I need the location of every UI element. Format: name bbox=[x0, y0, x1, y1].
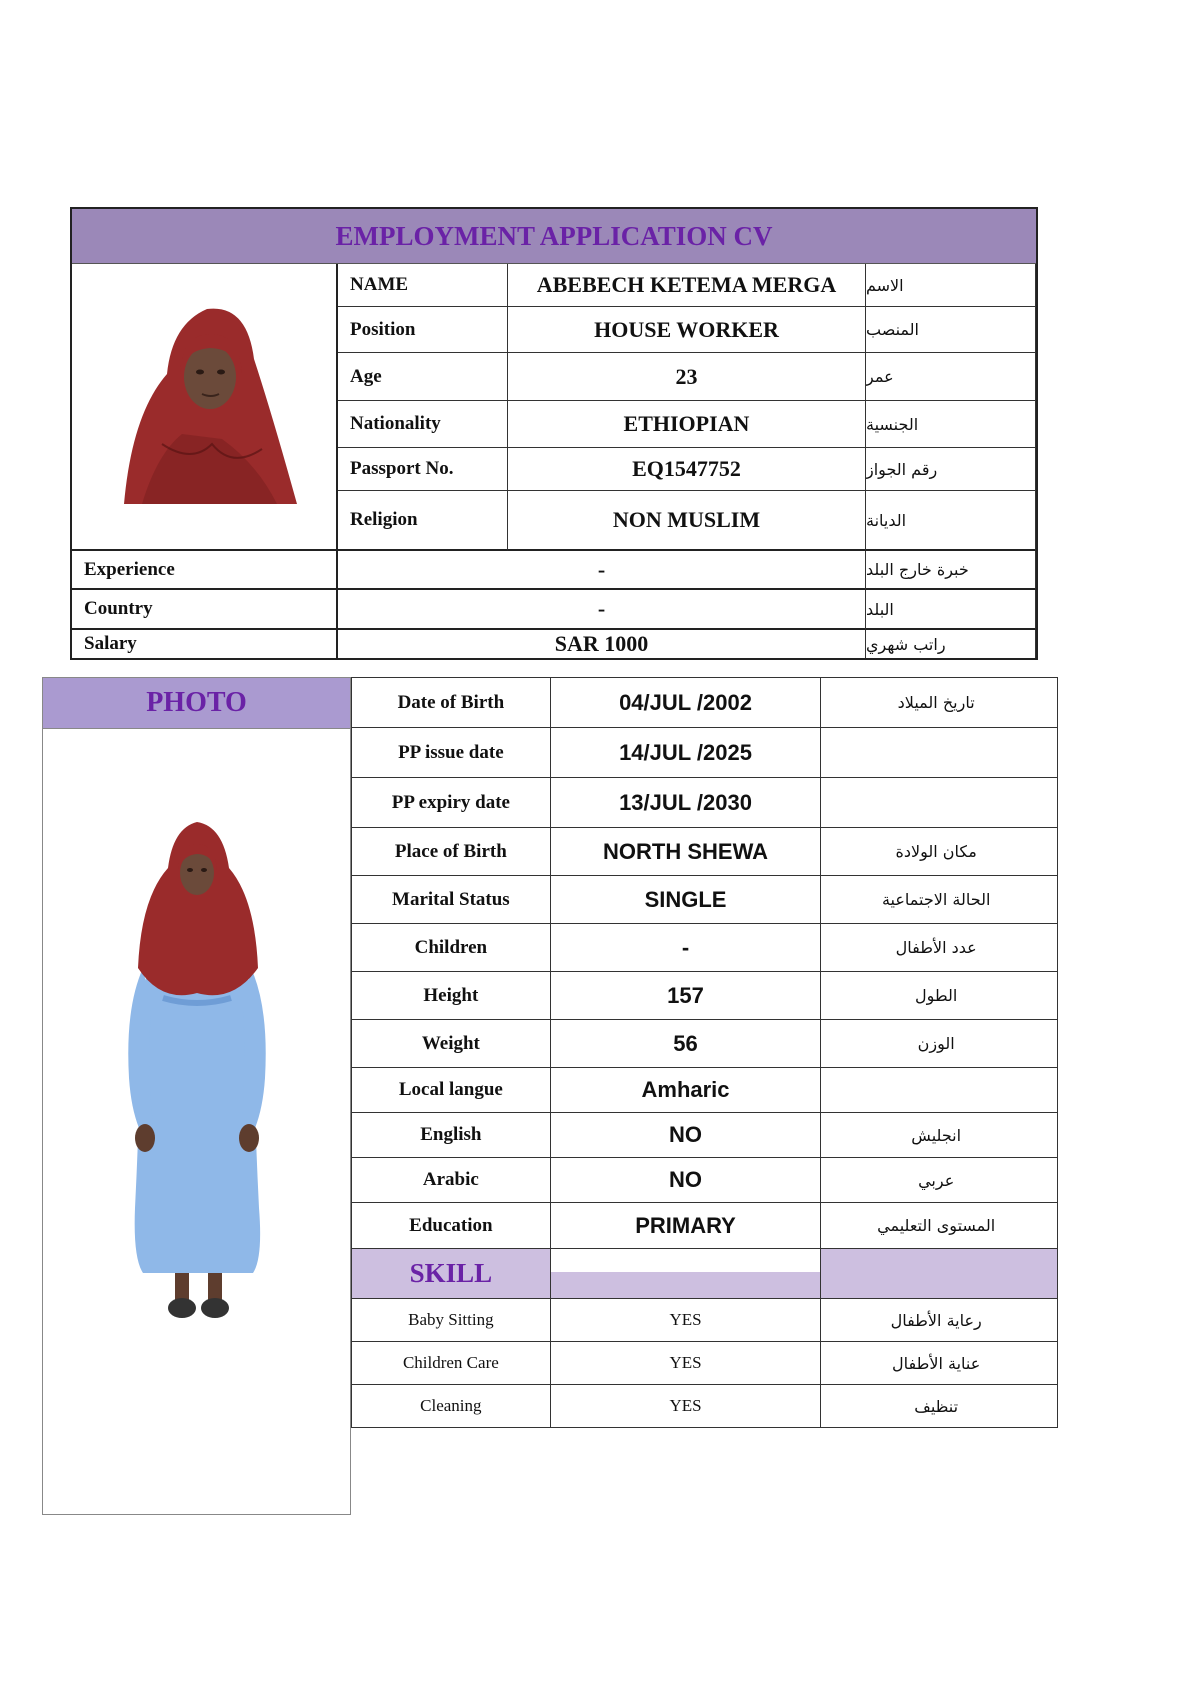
row-position bbox=[338, 307, 1036, 353]
height-arabic: الطول bbox=[821, 972, 1058, 1020]
pp-expiry-value: 13/JUL /2030 bbox=[551, 778, 822, 828]
place-of-birth-label: Place of Birth bbox=[352, 828, 551, 876]
weight-label: Weight bbox=[352, 1020, 551, 1068]
row-weight bbox=[352, 1020, 1058, 1068]
dob-label: Date of Birth bbox=[352, 678, 551, 728]
salary-arabic: راتب شهري bbox=[866, 630, 1036, 658]
dob-arabic: تاريخ الميلاد bbox=[821, 678, 1058, 728]
row-height bbox=[352, 972, 1058, 1020]
row-marital-status bbox=[352, 876, 1058, 924]
row-pp-issue bbox=[352, 728, 1058, 778]
row-dob bbox=[352, 678, 1058, 728]
passport-label: Passport No. bbox=[338, 448, 508, 491]
children-value: - bbox=[551, 924, 822, 972]
row-nationality bbox=[338, 401, 1036, 448]
skill-children-care-value: YES bbox=[551, 1342, 822, 1385]
dob-value: 04/JUL /2002 bbox=[551, 678, 822, 728]
arabic-label: Arabic bbox=[352, 1158, 551, 1203]
skill-baby-sitting-value: YES bbox=[551, 1299, 822, 1342]
salary-value: SAR 1000 bbox=[338, 630, 866, 658]
place-of-birth-arabic: مكان الولادة bbox=[821, 828, 1058, 876]
skill-children-care-arabic: عناية الأطفال bbox=[821, 1342, 1058, 1385]
height-value: 157 bbox=[551, 972, 822, 1020]
marital-status-value: SINGLE bbox=[551, 876, 822, 924]
row-country bbox=[72, 590, 1036, 630]
row-education bbox=[352, 1203, 1058, 1249]
education-label: Education bbox=[352, 1203, 551, 1249]
row-skill-children-care bbox=[352, 1342, 1058, 1385]
skill-baby-sitting-label: Baby Sitting bbox=[352, 1299, 551, 1342]
headshot-cell bbox=[72, 264, 338, 551]
photo-heading: PHOTO bbox=[43, 678, 350, 729]
skill-heading-mid bbox=[551, 1249, 822, 1299]
religion-label: Religion bbox=[338, 491, 508, 551]
row-salary bbox=[72, 630, 1036, 658]
children-label: Children bbox=[352, 924, 551, 972]
skill-children-care-label: Children Care bbox=[352, 1342, 551, 1385]
row-religion bbox=[338, 491, 1036, 551]
row-skill-baby-sitting bbox=[352, 1299, 1058, 1342]
details-table bbox=[351, 677, 1058, 1428]
row-place-of-birth bbox=[352, 828, 1058, 876]
place-of-birth-value: NORTH SHEWA bbox=[551, 828, 822, 876]
english-label: English bbox=[352, 1113, 551, 1158]
nationality-arabic: الجنسية bbox=[866, 401, 1036, 448]
full-body-photo bbox=[43, 808, 350, 1428]
full-photo-column bbox=[42, 677, 351, 1515]
pp-expiry-label: PP expiry date bbox=[352, 778, 551, 828]
personal-info-rows bbox=[338, 264, 1036, 551]
arabic-arabic: عربي bbox=[821, 1158, 1058, 1203]
headshot-photo bbox=[72, 264, 334, 549]
skill-heading: SKILL bbox=[352, 1249, 551, 1299]
english-value: NO bbox=[551, 1113, 822, 1158]
height-label: Height bbox=[352, 972, 551, 1020]
country-label: Country bbox=[72, 590, 338, 630]
age-label: Age bbox=[338, 353, 508, 401]
local-language-label: Local langue bbox=[352, 1068, 551, 1113]
marital-status-label: Marital Status bbox=[352, 876, 551, 924]
local-language-arabic bbox=[821, 1068, 1058, 1113]
nationality-label: Nationality bbox=[338, 401, 508, 448]
children-arabic: عدد الأطفال bbox=[821, 924, 1058, 972]
weight-value: 56 bbox=[551, 1020, 822, 1068]
country-value: - bbox=[338, 590, 866, 630]
experience-label: Experience bbox=[72, 551, 338, 590]
row-passport bbox=[338, 448, 1036, 491]
age-arabic: عمر bbox=[866, 353, 1036, 401]
arabic-value: NO bbox=[551, 1158, 822, 1203]
pp-expiry-arabic bbox=[821, 778, 1058, 828]
name-label: NAME bbox=[338, 264, 508, 307]
cv-title: EMPLOYMENT APPLICATION CV bbox=[72, 209, 1036, 264]
row-local-language bbox=[352, 1068, 1058, 1113]
experience-rows bbox=[72, 551, 1036, 658]
country-arabic: البلد bbox=[866, 590, 1036, 630]
skill-heading-right bbox=[821, 1249, 1058, 1299]
position-value: HOUSE WORKER bbox=[508, 307, 866, 353]
skill-cleaning-value: YES bbox=[551, 1385, 822, 1428]
marital-status-arabic: الحالة الاجتماعية bbox=[821, 876, 1058, 924]
passport-arabic: رقم الجواز bbox=[866, 448, 1036, 491]
pp-issue-value: 14/JUL /2025 bbox=[551, 728, 822, 778]
religion-value: NON MUSLIM bbox=[508, 491, 866, 551]
row-english bbox=[352, 1113, 1058, 1158]
experience-value: - bbox=[338, 551, 866, 590]
salary-label: Salary bbox=[72, 630, 338, 658]
pp-issue-label: PP issue date bbox=[352, 728, 551, 778]
name-arabic: الاسم bbox=[866, 264, 1036, 307]
row-pp-expiry bbox=[352, 778, 1058, 828]
education-value: PRIMARY bbox=[551, 1203, 822, 1249]
name-value: ABEBECH KETEMA MERGA bbox=[508, 264, 866, 307]
english-arabic: انجليش bbox=[821, 1113, 1058, 1158]
row-skill-heading bbox=[352, 1249, 1058, 1299]
row-age bbox=[338, 353, 1036, 401]
skill-cleaning-label: Cleaning bbox=[352, 1385, 551, 1428]
age-value: 23 bbox=[508, 353, 866, 401]
position-label: Position bbox=[338, 307, 508, 353]
row-arabic bbox=[352, 1158, 1058, 1203]
nationality-value: ETHIOPIAN bbox=[508, 401, 866, 448]
cv-header-table bbox=[70, 207, 1038, 660]
row-skill-cleaning bbox=[352, 1385, 1058, 1428]
local-language-value: Amharic bbox=[551, 1068, 822, 1113]
row-children bbox=[352, 924, 1058, 972]
skill-baby-sitting-arabic: رعاية الأطفال bbox=[821, 1299, 1058, 1342]
experience-arabic: خبرة خارج البلد bbox=[866, 551, 1036, 590]
position-arabic: المنصب bbox=[866, 307, 1036, 353]
education-arabic: المستوى التعليمي bbox=[821, 1203, 1058, 1249]
passport-value: EQ1547752 bbox=[508, 448, 866, 491]
skill-heading-mid-bar bbox=[551, 1272, 821, 1298]
weight-arabic: الوزن bbox=[821, 1020, 1058, 1068]
pp-issue-arabic bbox=[821, 728, 1058, 778]
row-name bbox=[338, 264, 1036, 307]
row-experience bbox=[72, 551, 1036, 590]
religion-arabic: الديانة bbox=[866, 491, 1036, 551]
skill-cleaning-arabic: تنظيف bbox=[821, 1385, 1058, 1428]
